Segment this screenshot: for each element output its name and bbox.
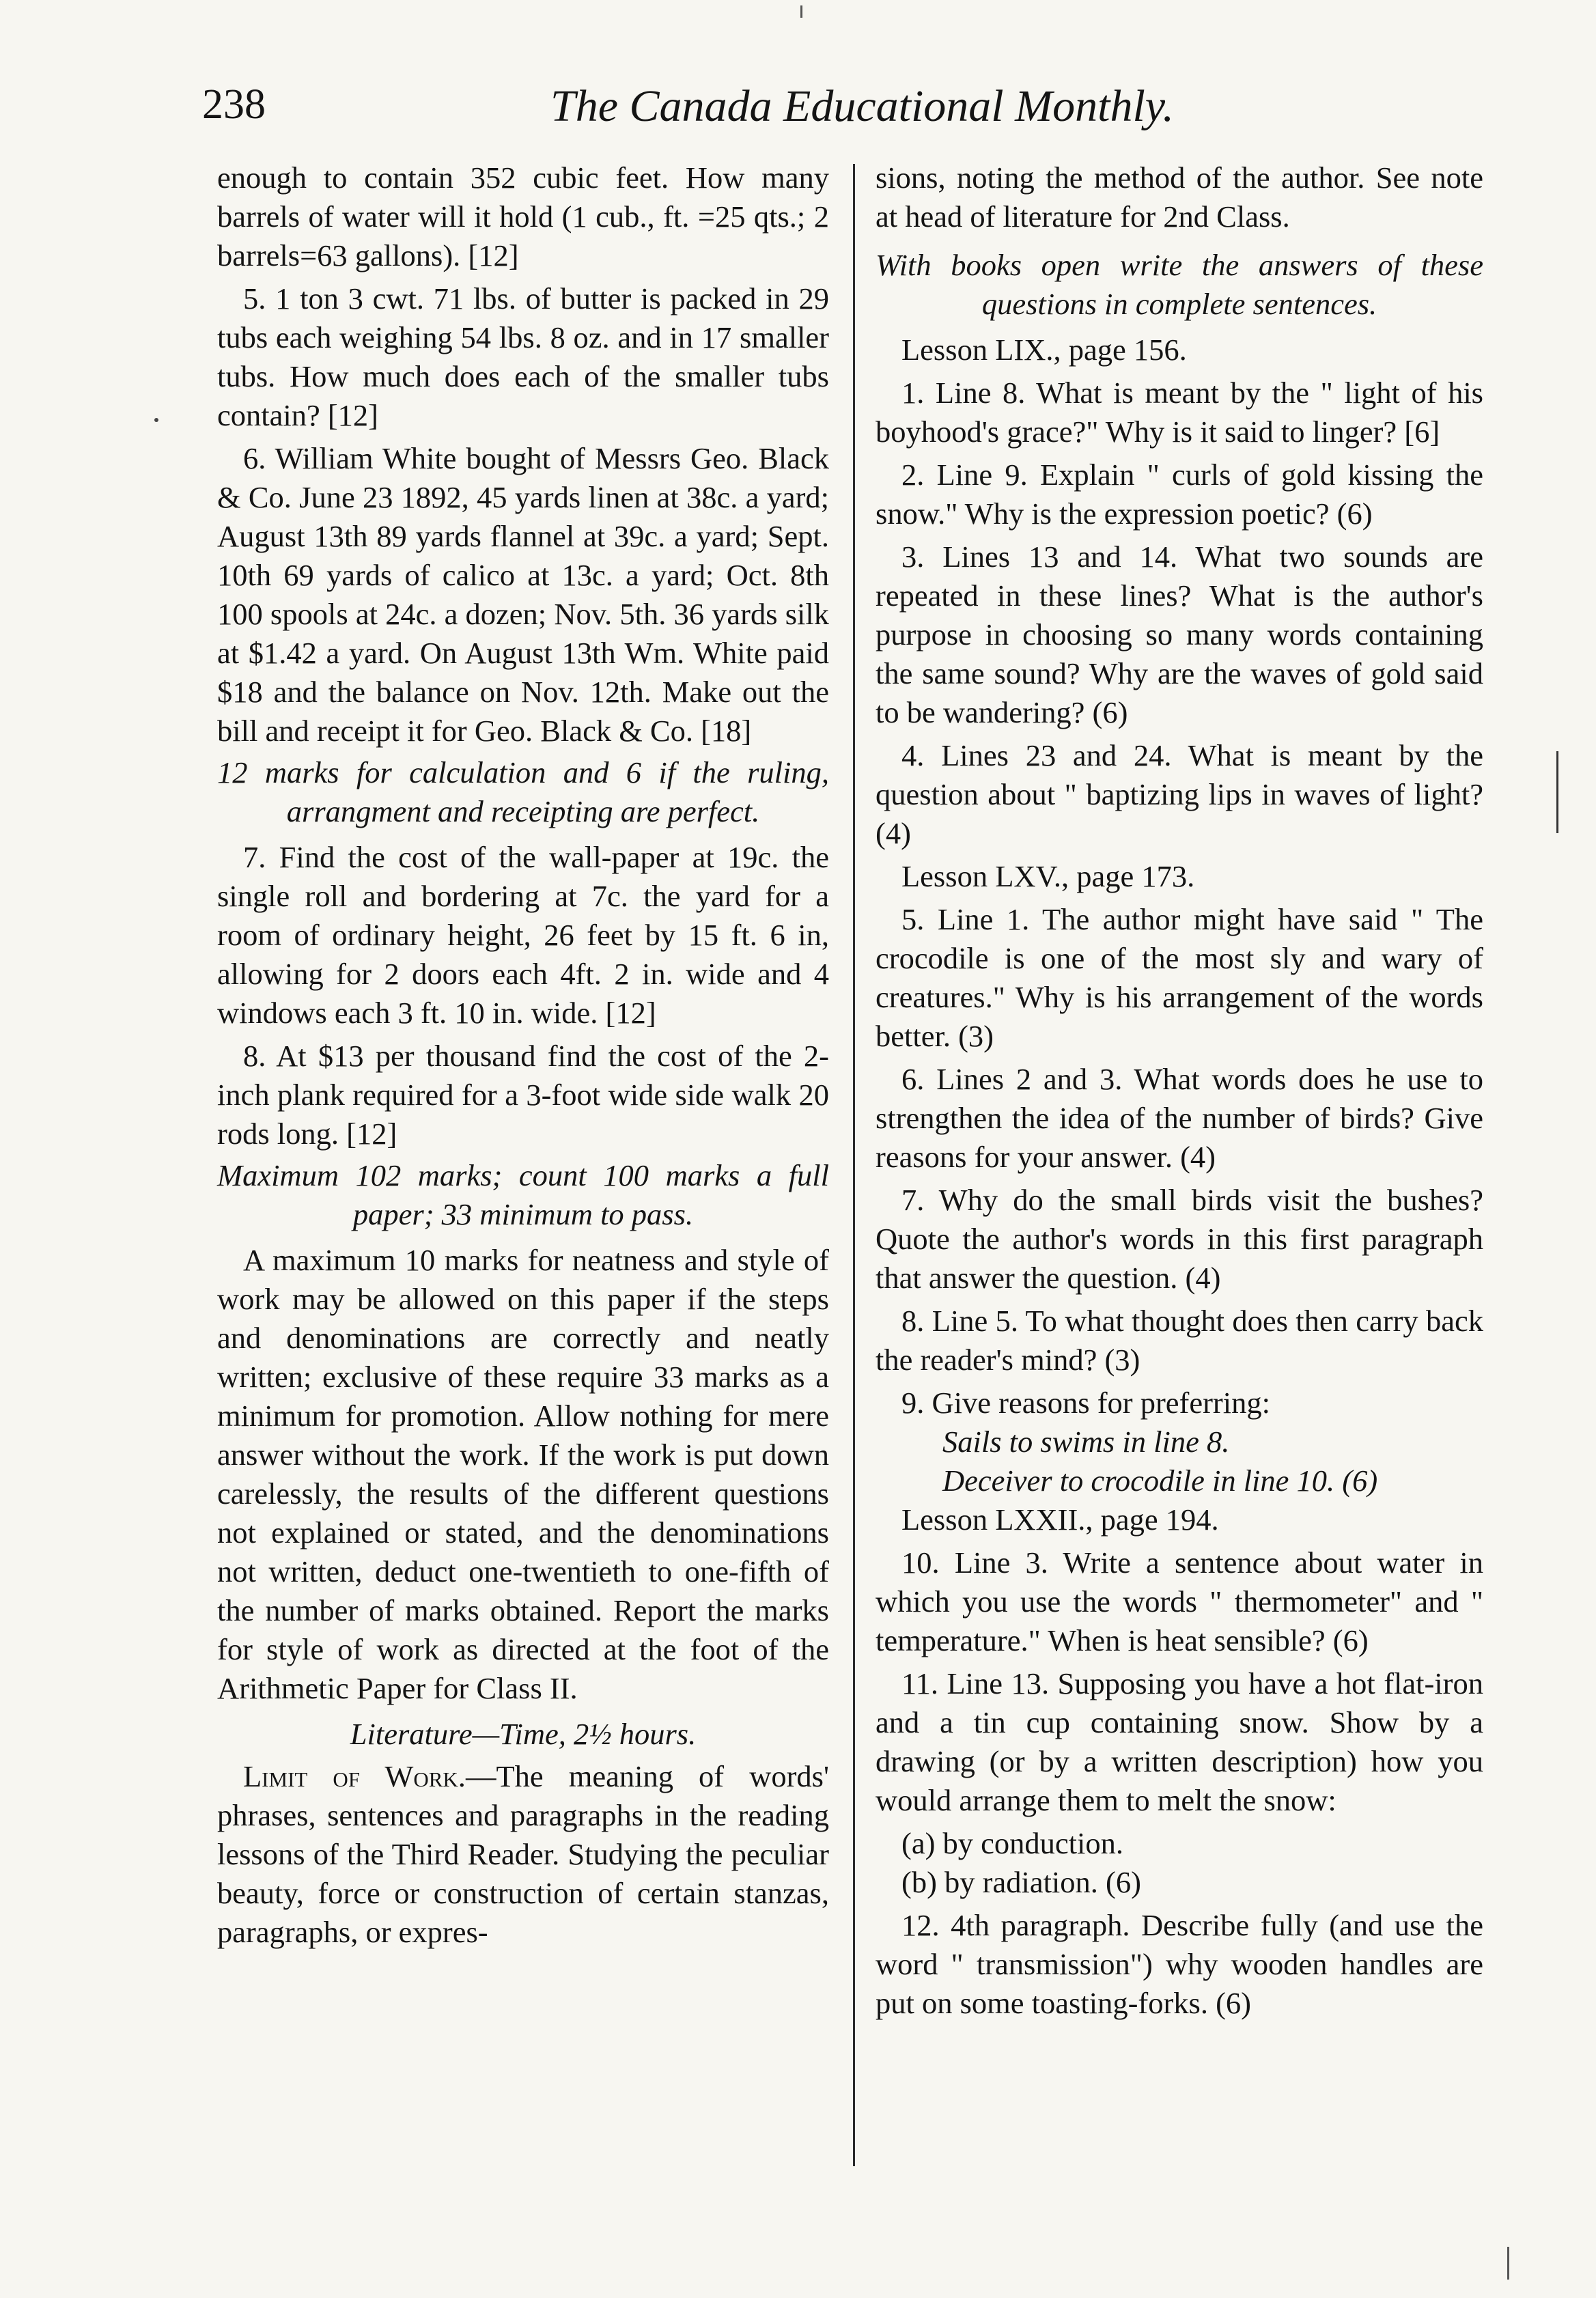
question-5: 5. 1 ton 3 cwt. 71 lbs. of butter is packed in 29 tubs each weighing 54 lbs. 8 oz. and in 17 smaller tubs. How much does each of the smaller tubs contain? [12] bbox=[217, 281, 829, 432]
question-7: 7. Why do the small birds visit the bushes? Quote the author's words in this first paragraph that answer the question. (4) bbox=[876, 1183, 1483, 1295]
paragraph: A maximum 10 marks for neatness and style of work may be allowed on this paper if the steps and denominations are correctly and neatly written; exclusive of these require 33 marks as a minimum for promotion. Allow nothing for mere answer without the work. If the work is put down carelessly, the results of the different questions not explained or stated, and the denominations not written, deduct one-twentieth to one-fifth of the number of marks obtained. Report the marks for style of work as directed at the foot of the Arithmetic Paper for Class II. bbox=[217, 1243, 829, 1705]
instruction-note: With books open write the answers of these questions in complete sentences. bbox=[876, 248, 1483, 321]
question-9-item: Sails to swims in line 8. bbox=[942, 1425, 1230, 1459]
scan-mark-top bbox=[800, 5, 802, 18]
running-title: The Canada Educational Monthly. bbox=[550, 81, 1174, 131]
scan-mark-bottom bbox=[1507, 2247, 1509, 2280]
right-column bbox=[876, 158, 1483, 2023]
question-5: 5. Line 1. The author might have said " The crocodile is one of the most sly and wary of creatures." Why is his arrangement of the words better. (3) bbox=[876, 902, 1483, 1053]
question-2: 2. Line 9. Explain " curls of gold kissing the snow." Why is the expression poetic? (6) bbox=[876, 458, 1483, 531]
question-4: 4. Lines 23 and 24. What is meant by the question about " baptizing lips in waves of light? (4) bbox=[876, 738, 1483, 850]
page-header bbox=[202, 81, 1493, 149]
page-number: 238 bbox=[202, 81, 266, 128]
question-10: 10. Line 3. Write a sentence about water in which you use the words " thermometer" and " temperature." When is heat sensible? (6) bbox=[876, 1545, 1483, 1657]
scan-dot bbox=[154, 418, 158, 422]
marking-note: 12 marks for calculation and 6 if the ruling, arrangment and receipting are perfect. bbox=[217, 755, 829, 828]
column-rule bbox=[853, 164, 855, 2166]
marking-note: Maximum 102 marks; count 100 marks a full paper; 33 minimum to pass. bbox=[217, 1158, 829, 1231]
lesson-heading: Lesson LXXII., page 194. bbox=[901, 1502, 1219, 1537]
question-9: 9. Give reasons for preferring: bbox=[901, 1386, 1270, 1420]
lesson-heading: Lesson LXV., page 173. bbox=[901, 859, 1195, 893]
paragraph: sions, noting the method of the author. See note at head of literature for 2nd Class. bbox=[876, 160, 1483, 234]
question-11-item: (a) by conduction. bbox=[901, 1826, 1123, 1860]
left-column bbox=[217, 158, 829, 1952]
question-9-item: Deceiver to crocodile in line 10. (6) bbox=[942, 1463, 1378, 1498]
question-11: 11. Line 13. Supposing you have a hot flat-iron and a tin cup containing snow. Show by a drawing (or by a written description) how you would arrange them to melt the snow: bbox=[876, 1666, 1483, 1817]
paragraph: enough to contain 352 cubic feet. How many barrels of water will it hold (1 cub., ft. =25 qts.; 2 barrels=63 gallons). [12] bbox=[217, 160, 829, 272]
question-7: 7. Find the cost of the wall-paper at 19c. the single roll and bordering at 7c. the yard for a room of ordinary height, 26 feet by 15 ft. 6 in, allowing for 2 doors each 4ft. 2 in. wide and 4 windows each 3 ft. 10 in. wide. [12] bbox=[217, 840, 829, 1030]
question-12: 12. 4th paragraph. Describe fully (and use the word " transmission") why wooden handles are put on some toasting-forks. (6) bbox=[876, 1908, 1483, 2020]
question-8: 8. At $13 per thousand find the cost of the 2-inch plank required for a 3-foot wide side walk 20 rods long. [12] bbox=[217, 1039, 829, 1151]
question-1: 1. Line 8. What is meant by the " light of his boyhood's grace?" Why is it said to linger? [6] bbox=[876, 376, 1483, 449]
question-6: 6. William White bought of Messrs Geo. Black & Co. June 23 1892, 45 yards linen at 38c. a yard; August 13th 89 yards flannel at 39c. a yard; Sept. 10th 69 yards of calico at 13c. a yard; Oct. 8th 100 spools at 24c. a dozen; Nov. 5th. 36 yards silk at $1.42 a yard. On August 13th Wm. White paid $18 and the balance on Nov. 12th. Make out the bill and receipt it for Geo. Black & Co. [18] bbox=[217, 441, 829, 748]
scan-mark-right bbox=[1556, 751, 1558, 833]
lesson-heading: Lesson LIX., page 156. bbox=[901, 333, 1187, 367]
paragraph: —The meaning of words' phrases, sentences and paragraphs in the reading lessons of the Third Reader. Studying the peculiar beauty, force or construction of certain stanzas, paragraphs, or expres- bbox=[217, 1759, 830, 1949]
section-heading: Literature—Time, 2½ hours. bbox=[350, 1717, 697, 1751]
question-6: 6. Lines 2 and 3. What words does he use to strengthen the idea of the number of birds? Give reasons for your answer. (4) bbox=[876, 1062, 1483, 1174]
run-in-heading: Limit of Work. bbox=[243, 1759, 466, 1793]
question-8: 8. Line 5. To what thought does then carry back the reader's mind? (3) bbox=[876, 1304, 1483, 1377]
question-11-item: (b) by radiation. (6) bbox=[901, 1865, 1141, 1899]
question-3: 3. Lines 13 and 14. What two sounds are repeated in these lines? What is the author's purpose in choosing so many words containing the same sound? Why are the waves of gold said to be wandering? (6) bbox=[876, 540, 1483, 729]
